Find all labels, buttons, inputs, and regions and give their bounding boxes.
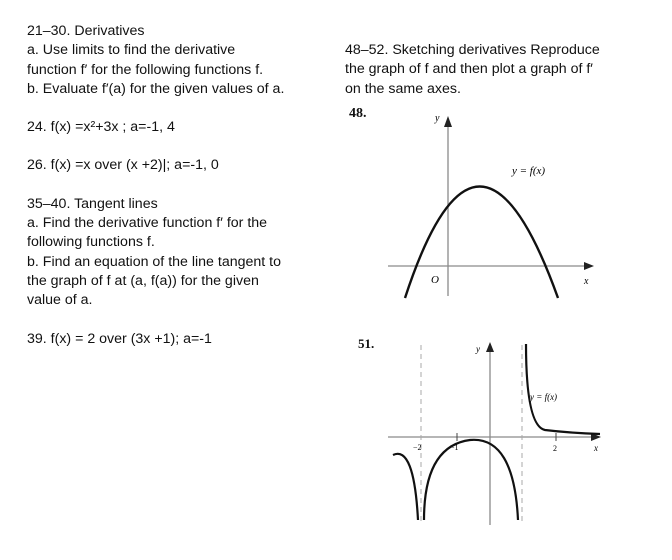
graph48-x-label: x bbox=[584, 276, 589, 287]
problem-24: 24. f(x) =x²+3x ; a=-1, 4 bbox=[27, 119, 175, 136]
graph51-curve-left bbox=[393, 454, 418, 520]
graph48-curve-label: y = f(x) bbox=[512, 165, 546, 177]
graph48-origin-label: O bbox=[431, 274, 439, 286]
graph51-y-label: y bbox=[476, 344, 480, 354]
sketching-title-line1: 48–52. Sketching derivatives Reproduce bbox=[345, 42, 600, 58]
section2-instruction-a-line2: following functions f. bbox=[27, 234, 155, 251]
graph51-tick-label-2: 2 bbox=[553, 444, 557, 453]
section2-instruction-a-line1: a. Find the derivative function f′ for the bbox=[27, 215, 268, 232]
graph51-curve-label: y = f(x) bbox=[530, 392, 558, 402]
section2-instruction-b-line2: the graph of f at (a, f(a)) for the given bbox=[27, 272, 259, 289]
problem-26: 26. f(x) =x over (x +2)|; a=-1, 0 bbox=[27, 157, 219, 174]
problem-39: 39. f(x) = 2 over (3x +1); a=-1 bbox=[27, 330, 212, 347]
graph48-y-label: y bbox=[435, 113, 440, 124]
section1-instruction-a-line1: a. Use limits to find the derivative bbox=[27, 42, 236, 59]
sketching-title-line3: on the same axes. bbox=[345, 80, 461, 97]
sketching-title-line2: the graph of f and then plot a graph of f′ bbox=[345, 61, 593, 78]
graph51-tick-label-neg1: −1 bbox=[450, 443, 459, 452]
graph51-x-label: x bbox=[594, 443, 598, 453]
graph51-curve-right bbox=[526, 344, 600, 434]
section1-instruction-b: b. Evaluate f′(a) for the given values of a. bbox=[27, 80, 285, 97]
section2-title: 35–40. Tangent lines bbox=[27, 195, 158, 212]
problem-51-label: 51. bbox=[358, 336, 375, 351]
section1-instruction-a-line2: function f′ for the following functions f. bbox=[27, 61, 264, 78]
problem-48-label: 48. bbox=[349, 106, 367, 121]
section2-instruction-b-line1: b. Find an equation of the line tangent to bbox=[27, 253, 281, 270]
graph51-curve-middle bbox=[424, 440, 518, 520]
section1-title: 21–30. Derivatives bbox=[27, 23, 145, 39]
graph51-y-arrow-icon bbox=[486, 342, 494, 352]
section2-instruction-b-line3: value of a. bbox=[27, 292, 93, 309]
graph51-tick-label-neg2: −2 bbox=[413, 443, 422, 452]
